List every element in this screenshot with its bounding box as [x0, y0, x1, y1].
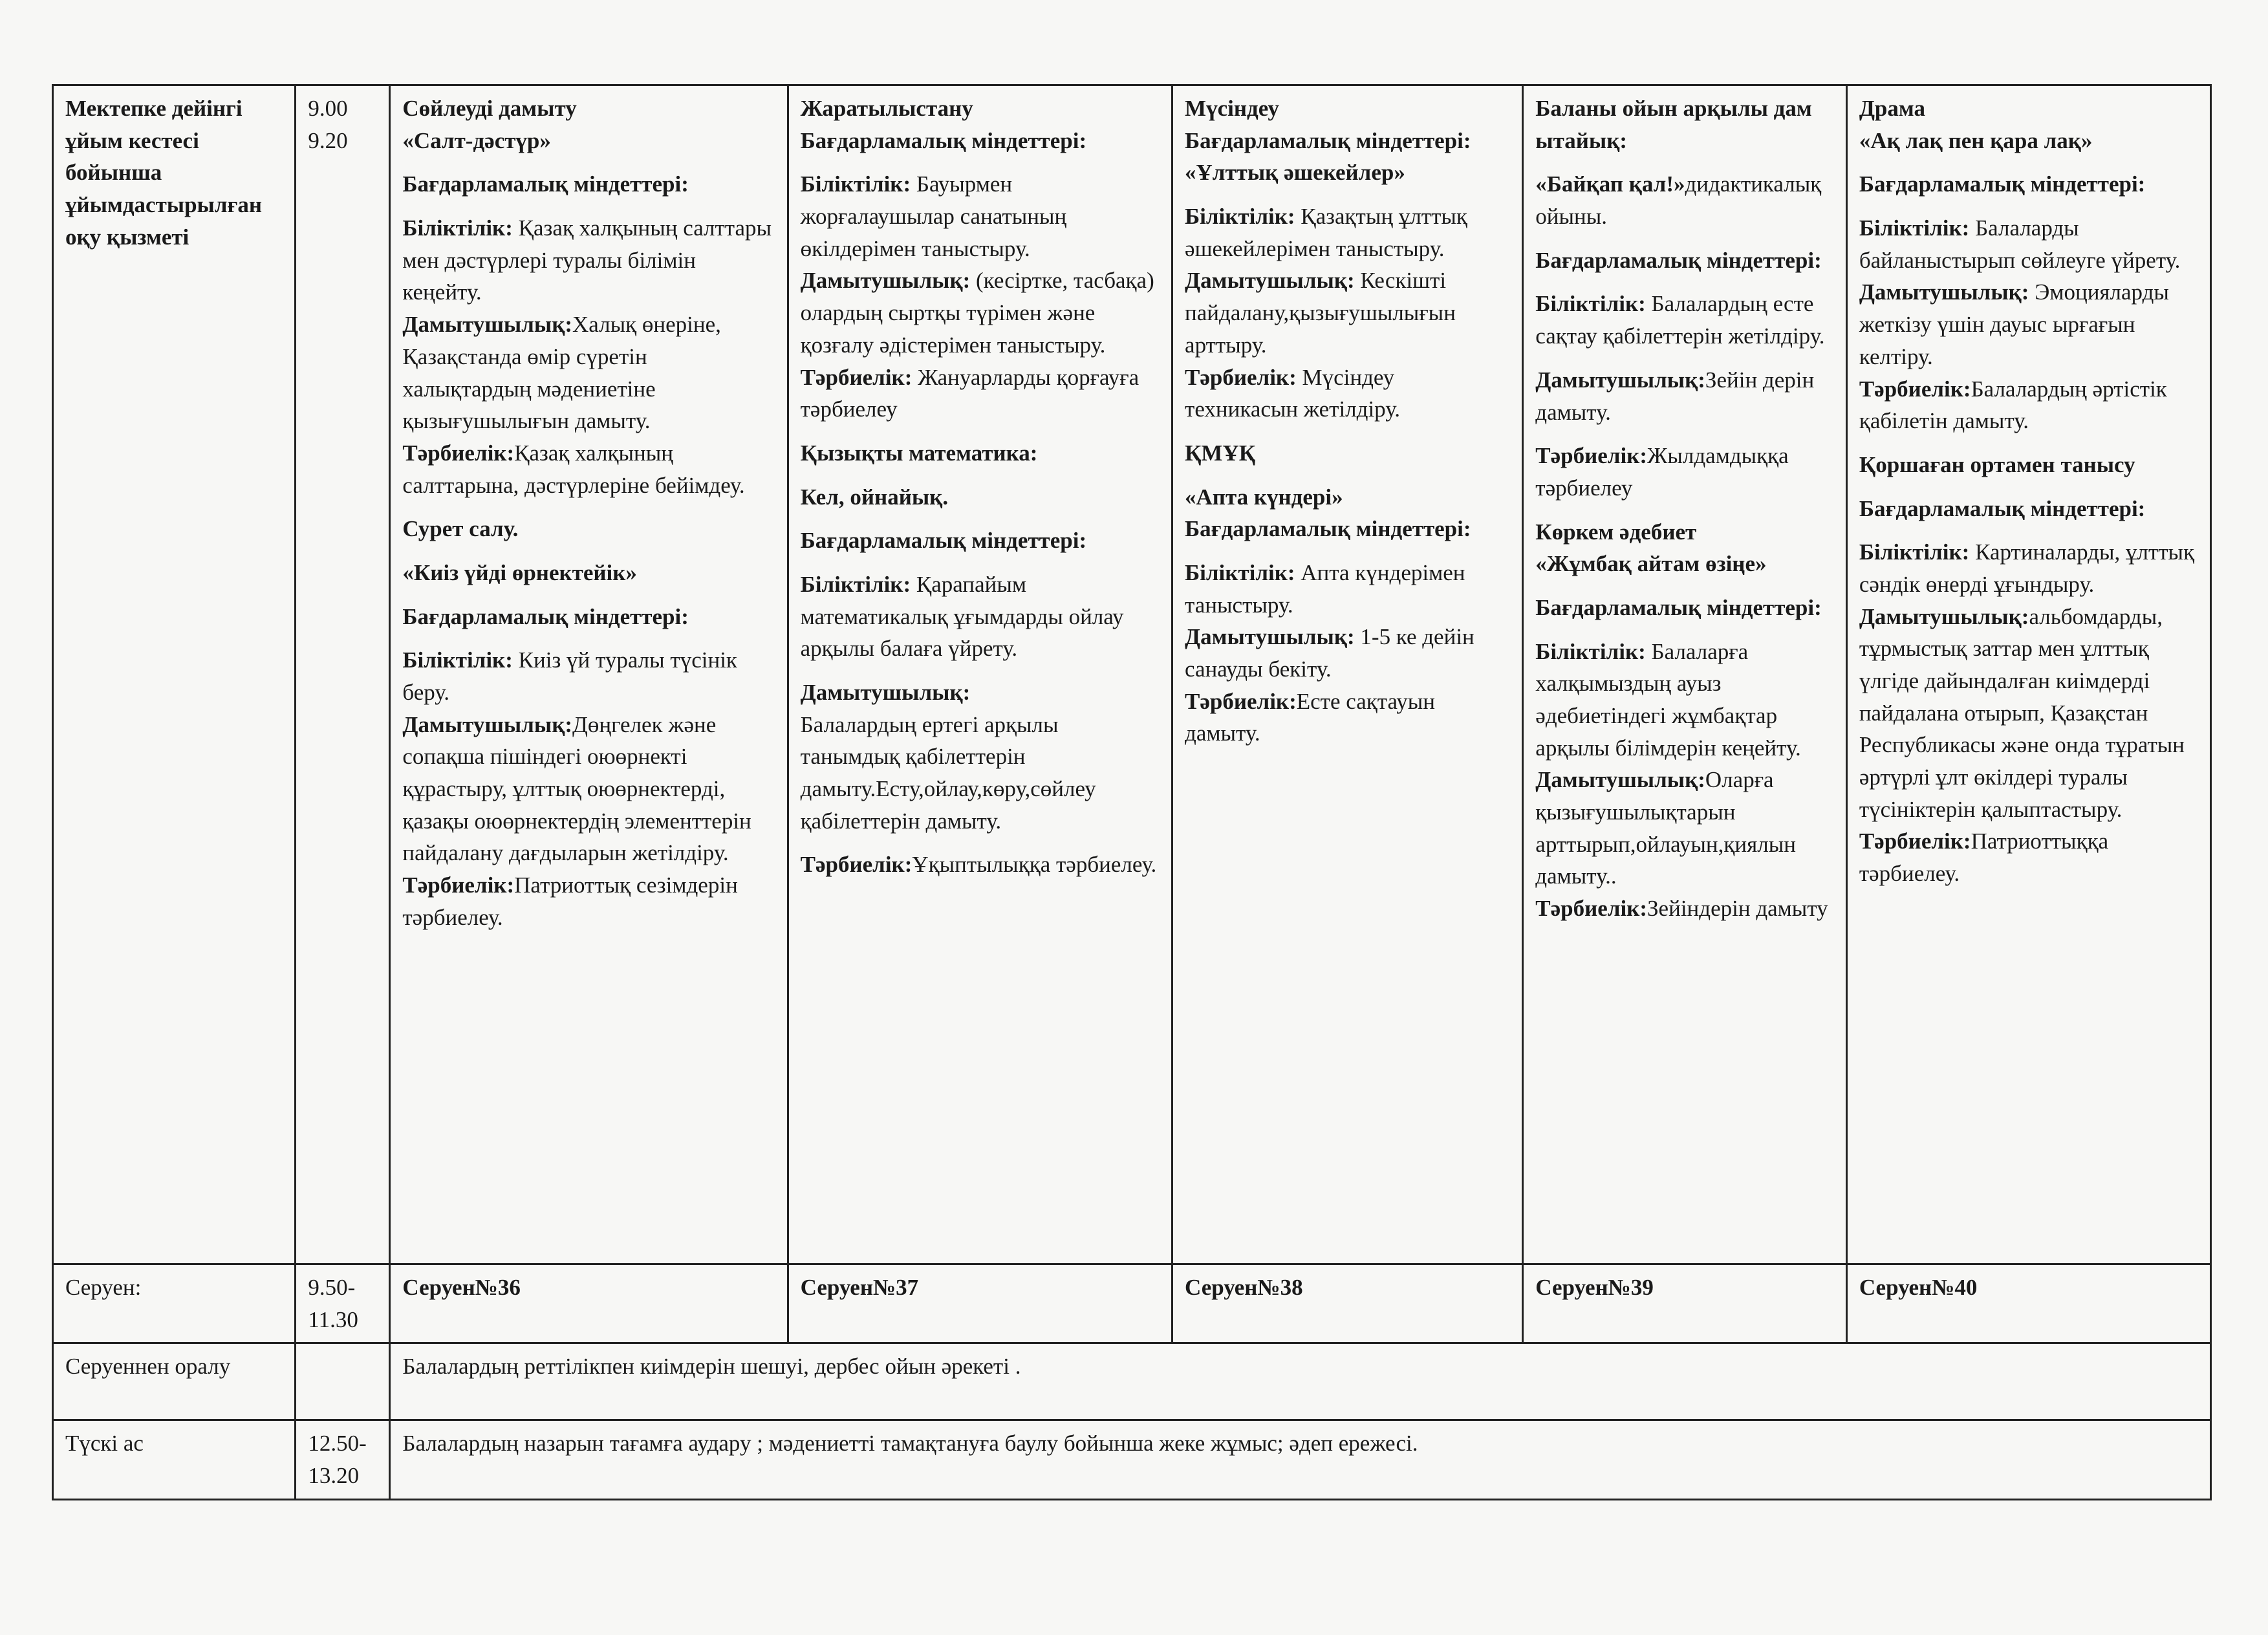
task-item [1185, 200, 1513, 265]
task-label: Біліктілік: [402, 647, 513, 673]
task-item [1185, 557, 1513, 621]
task-item [1535, 440, 1837, 504]
row-time-walk: 9.50-11.30 [296, 1264, 390, 1343]
topic-title-2: Кел, ойнайық. [800, 484, 949, 510]
task-item [1859, 276, 2201, 373]
task-item [402, 437, 777, 501]
tasks-heading-2: Бағдарламалық міндеттері: [402, 603, 689, 629]
task-label: Дамытушылық: [1185, 268, 1355, 294]
table-row-lunch [53, 1420, 2211, 1499]
task-item [1185, 265, 1513, 361]
task-label: Тәрбиелік: [1185, 688, 1297, 714]
task-label: Тәрбиелік: [800, 364, 913, 390]
task-text: Зейін дерін дамыту. [1535, 367, 1815, 425]
subject-title-2: Қоршаған ортамен танысу [1859, 451, 2135, 477]
task-label: Біліктілік: [800, 171, 911, 197]
tasks-heading: Бағдарламалық міндеттері: [1859, 171, 2146, 197]
task-label: Дамытушылық: [1185, 624, 1355, 650]
task-text: Киіз үй туралы түсінік беру. [402, 647, 737, 705]
table-row-main [53, 85, 2211, 1264]
task-label: Біліктілік: [402, 215, 513, 241]
tasks-heading-2: Бағдарламалық міндеттері: [1185, 516, 1471, 542]
task-item [402, 644, 777, 708]
task-text: Бауырмен жорғалаушылар санатының өкілдерімен таныстыру. [800, 171, 1067, 261]
task-text: Эмоцияларды жеткізу үшін дауыс ырғағын келтіру. [1859, 279, 2169, 369]
activity-cell-2 [788, 85, 1172, 1264]
row-time-return [296, 1343, 390, 1420]
task-item [801, 362, 1162, 426]
task-label: Дамытушылық: [1535, 367, 1705, 393]
task-text: Балалардың есте сақтау қабілеттерін жетілдіру. [1535, 291, 1825, 349]
task-label: Тәрбиелік: [402, 872, 515, 898]
topic-line [1535, 168, 1837, 232]
walk-cell-4: Серуен№39 [1523, 1264, 1847, 1343]
task-label: Тәрбиелік: [1535, 896, 1648, 922]
task-item [1535, 364, 1837, 428]
task-text: Қарапайым математикалық ұғымдарды ойлау арқылы балаға үйрету. [800, 571, 1124, 662]
task-label: Біліктілік: [1185, 559, 1295, 585]
walk-cell-5: Серуен№40 [1846, 1264, 2210, 1343]
subject-title: Баланы ойын арқылы дам ытайық: [1535, 96, 1812, 153]
walk-cell-2: Серуен№37 [788, 1264, 1172, 1343]
task-text: Қазақ халқының салттары мен дәстүрлері туралы білімін кеңейту. [402, 215, 772, 305]
task-text: Ұқыптылыққа тәрбиелеу. [912, 852, 1157, 878]
task-label: Біліктілік: [1185, 204, 1295, 230]
tasks-heading-2: Бағдарламалық міндеттері: [1535, 594, 1822, 620]
topic-title: «Байқап қал!» [1535, 171, 1685, 197]
task-item [1185, 362, 1513, 426]
task-item [801, 168, 1162, 265]
task-text: Картиналарды, ұлттық сәндік өнерді ұғындыру. [1859, 539, 2195, 597]
activity-cell-1 [390, 85, 788, 1264]
task-label: Біліктілік: [1859, 539, 1970, 565]
task-item [402, 869, 777, 933]
task-item [1859, 373, 2201, 437]
task-item [1859, 536, 2201, 600]
task-item [1859, 601, 2201, 826]
task-text: 1-5 ке дейін санауды бекіту. [1185, 624, 1474, 682]
task-item [1185, 686, 1513, 750]
task-label: Дамытушылық: [800, 268, 971, 294]
topic-title: «Ұлттық әшекейлер» [1185, 160, 1405, 186]
task-text: Дөңгелек және сопақша пішіндегі оюөрнекті құрастыру, ұлттық оюөрнектерді, қазақы оюөрнектердің элементтерін пайдалану дағдыларын жетілдіру. [402, 711, 751, 866]
subject-title: Мүсіндеу [1185, 96, 1279, 121]
task-text: Балалардың әртістік қабілетін дамыту. [1859, 376, 2167, 434]
task-item [402, 309, 777, 437]
task-text: Халық өнеріне, Қазақстанда өмір сүретін халықтардың мәдениетіне қызығушылығын дамыту. [402, 312, 721, 434]
task-item [402, 212, 777, 309]
activity-cell-3 [1172, 85, 1523, 1264]
tasks-heading-2: Бағдарламалық міндеттері: [800, 528, 1087, 554]
walk-cell-3: Серуен№38 [1172, 1264, 1523, 1343]
task-item [801, 568, 1162, 665]
task-text: Апта күндерімен таныстыру. [1185, 559, 1465, 618]
table-row-return [53, 1343, 2211, 1420]
task-text: Оларға қызығушылықтарын арттырып,ойлауын,қиялын дамыту.. [1535, 767, 1796, 889]
task-text: Қазақ халқының салттарына, дәстүрлеріне бейімдеу. [402, 440, 745, 498]
task-text: Балаларға халқымыздың ауыз әдебиетіндегі жұмбақтар арқылы білімдерін кеңейту. [1535, 638, 1801, 761]
task-label: Дамытушылық: [1535, 767, 1705, 793]
row-label-walk: Серуен: [53, 1264, 296, 1343]
subject-title: Сөйлеуді дамыту [402, 96, 577, 121]
subject-title-2: Сурет салу. [402, 516, 519, 542]
task-text: (кесіртке, тасбақа) олардың сыртқы түрімен және қозғалу әдістерімен таныстыру. [800, 268, 1154, 358]
tasks-heading: Бағдарламалық міндеттері: [1185, 127, 1471, 153]
schedule-table [52, 84, 2212, 1500]
task-text: Балаларды байланыстырып сөйлеуге үйрету. [1859, 215, 2181, 273]
task-label: Тәрбиелік: [1859, 376, 1971, 402]
task-item [1535, 288, 1837, 352]
task-text: альбомдарды, тұрмыстық заттар мен ұлттық үлгіде дайындалған киімдерді пайдалана отырып, Қазақстан Республикасы және онда тұратын әртүрлі ұлт өкілдері туралы түсініктерін қалыптастыру. [1859, 603, 2185, 822]
task-label: Біліктілік: [1859, 215, 1970, 241]
walk-cell-1: Серуен№36 [390, 1264, 788, 1343]
return-activity-text: Балалардың реттілікпен киімдерін шешуі, дербес ойын әрекеті . [390, 1343, 2211, 1420]
activity-cell-5 [1846, 85, 2210, 1264]
row-label-lunch: Түскі ас [53, 1420, 296, 1499]
task-text: Кескішті пайдалану,қызығушылығын арттыру. [1185, 268, 1456, 358]
subject-title-2: ҚМҰҚ [1185, 440, 1256, 466]
subject-title-2: Көркем әдебиет [1535, 519, 1697, 545]
task-label: Тәрбиелік: [1535, 443, 1648, 469]
activity-cell-4 [1523, 85, 1847, 1264]
task-item [801, 849, 1162, 881]
task-text: Қазақтың ұлттық әшекейлерімен таныстыру. [1185, 204, 1467, 261]
row-label-return: Серуеннен оралу [53, 1343, 296, 1420]
task-item [1185, 621, 1513, 685]
task-text: Патриоттық сезімдерін тәрбиелеу. [402, 872, 738, 930]
task-item [1535, 764, 1837, 893]
topic-title-2: «Апта күндері» [1185, 484, 1343, 510]
row-time-lunch: 12.50-13.20 [296, 1420, 390, 1499]
task-label: Дамытушылық: [800, 680, 971, 705]
task-label: Тәрбиелік: [800, 852, 913, 878]
topic-title-2: «Жұмбақ айтам өзіңе» [1535, 551, 1767, 577]
tasks-heading: Бағдарламалық міндеттері: [800, 127, 1087, 153]
task-label: Дамытушылық: [402, 711, 573, 737]
task-label: Тәрбиелік: [402, 440, 515, 466]
task-label: Біліктілік: [800, 571, 911, 597]
task-label: Дамытушылық: [1859, 603, 2029, 629]
topic-title-2: «Киіз үйді өрнектейік» [402, 559, 637, 585]
tasks-heading: Бағдарламалық міндеттері: [402, 171, 689, 197]
subject-title-2: Қызықты математика: [800, 440, 1038, 466]
task-item [1859, 212, 2201, 276]
task-label: Дамытушылық: [1859, 279, 2029, 305]
task-item [402, 709, 777, 869]
topic-suffix: дидактикалық ойыны. [1535, 171, 1822, 230]
lunch-activity-text: Балалардың назарын тағамға аудару ; мәдениетті тамақтануға баулу бойынша жеке жұмыс; әдеп ережесі. [390, 1420, 2211, 1499]
task-label: Дамытушылық: [402, 312, 573, 338]
row-time-activity: 9.00 9.20 [296, 85, 390, 1264]
task-text: Жануарларды қорғауға тәрбиелеу [800, 364, 1139, 422]
task-label: Біліктілік: [1535, 638, 1646, 664]
row-label-activity: Мектепке дейінгі ұйым кестесі бойынша ұйымдастырылған оқу қызметі [53, 85, 296, 1264]
table-row-walk [53, 1264, 2211, 1343]
task-text: Жылдамдыққа тәрбиелеу [1535, 443, 1789, 501]
task-label: Тәрбиелік: [1859, 828, 1971, 854]
task-label: Біліктілік: [1535, 291, 1646, 317]
subject-title: Жаратылыстану [800, 96, 973, 121]
task-text: Патриоттыққа тәрбиелеу. [1859, 828, 2109, 887]
task-label: Тәрбиелік: [1185, 364, 1297, 390]
tasks-heading: Бағдарламалық міндеттері: [1535, 247, 1822, 273]
tasks-heading-2: Бағдарламалық міндеттері: [1859, 495, 2146, 521]
task-text: Есте сақтауын дамыту. [1185, 688, 1435, 746]
lesson-plan-sheet [52, 84, 2212, 1494]
task-item [1859, 825, 2201, 889]
task-item [1535, 893, 1837, 925]
task-item [1535, 636, 1837, 764]
task-item [801, 265, 1162, 361]
subject-title: Драма [1859, 96, 1925, 121]
task-text: Зейіндерін дамыту [1647, 896, 1828, 922]
topic-title: «Салт-дәстүр» [402, 127, 551, 153]
task-text: Балалардың ертегі арқылы танымдық қабілеттерін дамыту.Есту,ойлау,көру,сөйлеу қабілеттерін дамыту. [800, 711, 1096, 834]
topic-title: «Ақ лақ пен қара лақ» [1859, 127, 2093, 153]
task-text: Мүсіндеу техникасын жетілдіру. [1185, 364, 1400, 422]
